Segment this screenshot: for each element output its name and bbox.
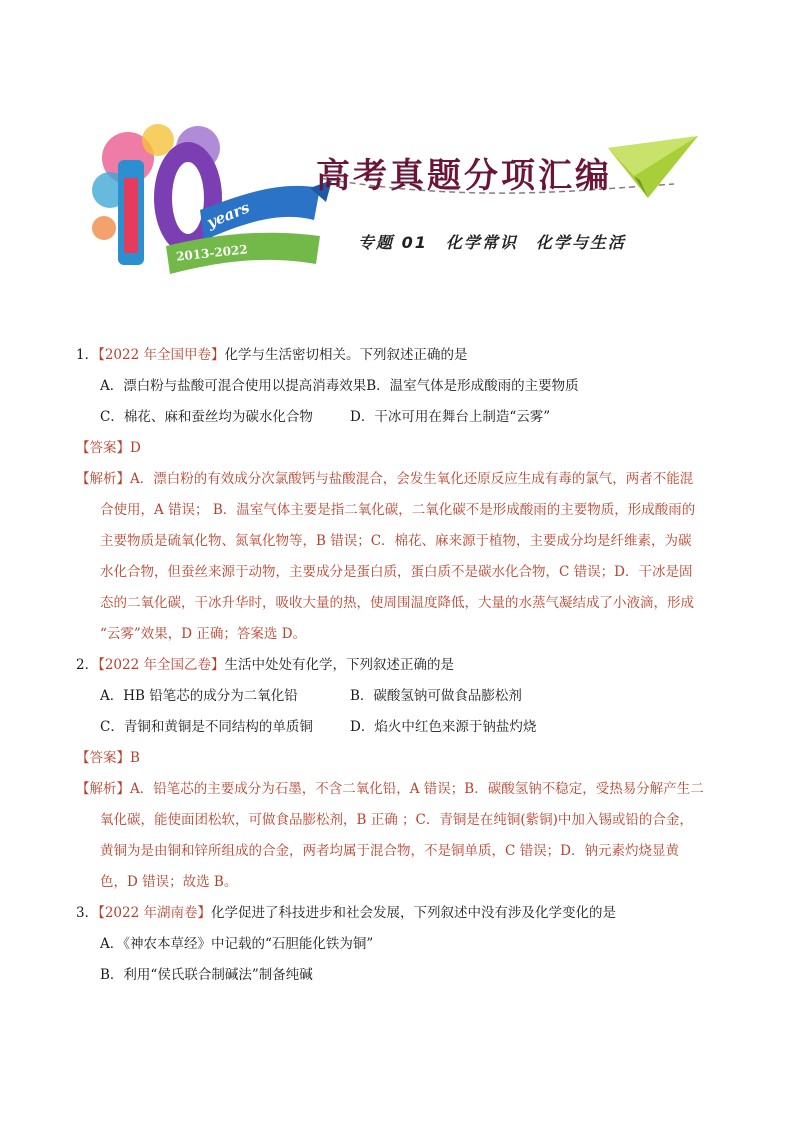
banner-subtitle: 专题 01 化学常识 化学与生活 — [358, 233, 626, 252]
question-source: 【2022 年全国甲卷】 — [98, 347, 225, 363]
option-a: A．漂白粉与盐酸可混合使用以提高消毒效果 — [100, 378, 367, 394]
question-1-analysis: 【解析】A．漂白粉的有效成分次氯酸钙与盐酸混合，会发生氧化还原反应生成有毒的氯气，两者不能混 — [76, 471, 694, 487]
analysis-line: 色，D 错误；故选 B。 — [100, 874, 238, 890]
question-1-options-row-1 — [76, 371, 726, 402]
question-3-stem: 3．【2022 年湖南卷】化学促进了科技进步和社会发展，下列叙述中没有涉及化学变化的是 — [76, 905, 616, 921]
question-2-options-row-2 — [76, 712, 726, 743]
question-1-options-row-2 — [76, 402, 726, 433]
banner-title: 高考真题分项汇编 — [316, 156, 612, 196]
analysis-line: “云雾”效果，D 正确；答案选 D。 — [100, 626, 307, 642]
option-b: B．利用“侯氏联合制碱法”制备纯碱 — [100, 967, 313, 983]
analysis-line: 水化合物，但蚕丝来源于动物，主要成分是蛋白质，蛋白质不是碳水化合物，C 错误；D．干冰是固 — [100, 564, 693, 580]
header-banner — [88, 118, 708, 278]
option-b: B．温室气体是形成酸雨的主要物质 — [366, 378, 579, 394]
option-d: D．焰火中红色来源于钠盐灼烧 — [350, 719, 537, 735]
analysis-line: 态的二氧化碳，干冰升华时，吸收大量的热，使周围温度降低，大量的水蒸气凝结成了小液滴，形成 — [100, 595, 694, 611]
option-b: B．碳酸氢钠可做食品膨松剂 — [350, 688, 522, 704]
question-list — [76, 340, 726, 991]
answer-value: D — [130, 440, 141, 456]
option-c: C．棉花、麻和蚕丝均为碳水化合物 — [100, 409, 313, 425]
question-1-answer: 【答案】D — [76, 440, 141, 456]
question-2-answer: 【答案】B — [76, 750, 140, 766]
analysis-line: 合使用，A 错误； B．温室气体主要是指二氧化碳，二氧化碳不是形成酸雨的主要物质，形成酸雨的 — [100, 502, 696, 518]
analysis-line: 氧化碳，能使面团松软，可做食品膨松剂，B 正确 ；C．青铜是在纯铜(紫铜)中加入锡或铅的合金， — [100, 812, 693, 828]
option-a: A．《神农本草经》中记载的“石胆能化铁为铜” — [100, 936, 374, 952]
question-source: 【2022 年全国乙卷】 — [98, 657, 225, 673]
banner-year-range: 2013-2022 — [175, 242, 249, 264]
question-2-options-row-1 — [76, 681, 726, 712]
banner-years-label: years — [204, 198, 253, 232]
option-c: C．青铜和黄铜是不同结构的单质铜 — [100, 719, 313, 735]
question-1-stem: 1．【2022 年全国甲卷】化学与生活密切相关。下列叙述正确的是 — [76, 347, 468, 363]
question-2-stem: 2．【2022 年全国乙卷】生活中处处有化学，下列叙述正确的是 — [76, 657, 454, 673]
option-a: A．HB 铅笔芯的成分为二氧化铅 — [100, 688, 298, 704]
analysis-line: 黄铜为是由铜和锌所组成的合金，两者均属于混合物，不是铜单质，C 错误；D．钠元素灼烧显黄 — [100, 843, 679, 859]
option-d: D．干冰可用在舞台上制造“云雾” — [350, 409, 551, 425]
answer-value: B — [130, 750, 140, 766]
analysis-line: 主要物质是硫氧化物、氮氧化物等，B 错误；C．棉花、麻来源于植物，主要成分均是纤维素，为碳 — [100, 533, 692, 549]
question-source: 【2022 年湖南卷】 — [98, 905, 211, 921]
question-2-analysis: 【解析】A．铅笔芯的主要成分为石墨，不含二氧化铅，A 错误；B．碳酸氢钠不稳定，受热易分解产生二 — [76, 781, 704, 797]
